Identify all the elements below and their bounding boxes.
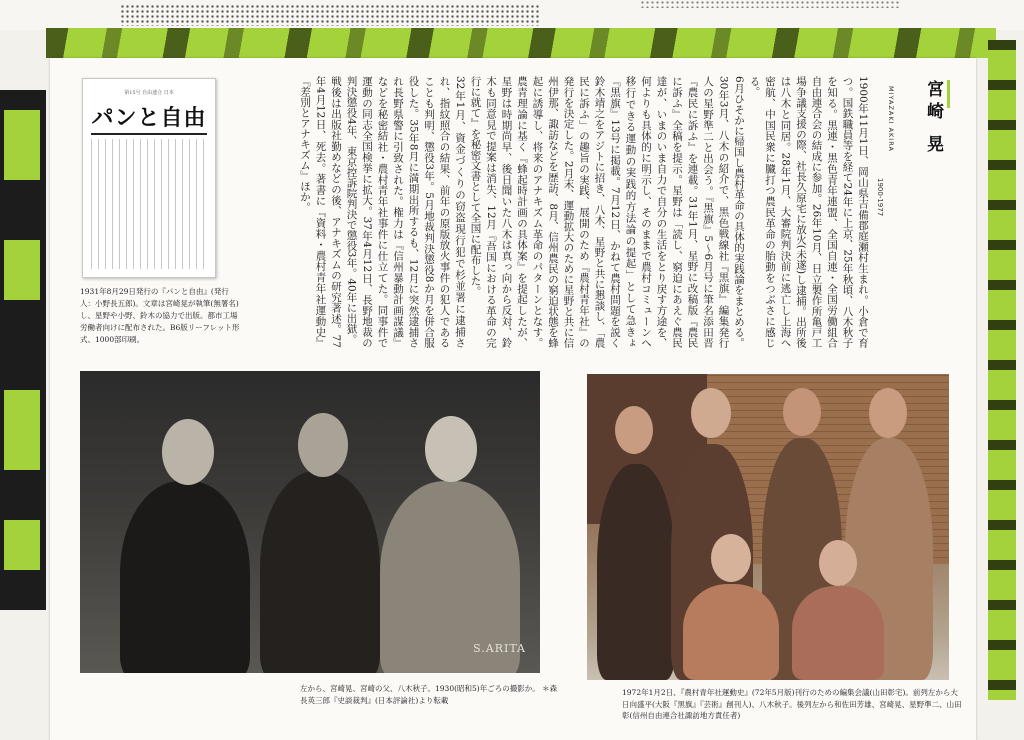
person-head — [783, 388, 821, 436]
person-figure — [597, 464, 675, 680]
photographer-signature: S.ARITA — [473, 642, 526, 655]
person-head — [162, 419, 214, 485]
article-paragraph: 32年1月、資金づくりの窃盗現行犯で杉並署に逮捕され、指紋照合の結果、前年の原版放火事件の犯人であることも判明、懲役3年。5月地裁判決懲役8か月を併合服役した。35年8月に満期出所するも、12月に突然逮捕され長野県警に引致された。権力は『信州暴動計画謀議』などを秘密結社・農村青年社事件に仕立てた。同事件で運動の同志全国検挙に拡大。37年4月12日、長野地裁の判決懲役4年、東京控訴院判決で懲役3年。40年に出獄。 — [345, 76, 466, 348]
person-head — [691, 388, 731, 438]
person-head — [819, 540, 857, 586]
person-figure — [120, 481, 250, 673]
magazine-title: パンと自由 — [91, 99, 207, 135]
profile-name-roman: MIYAZAKI AKIRA — [887, 86, 895, 152]
magazine-cover-image — [82, 78, 216, 278]
green-decorative-band — [46, 28, 996, 58]
profile-name: 宮崎 晃 — [923, 80, 943, 157]
halftone-pattern — [120, 4, 540, 26]
left-decorative-strip — [0, 90, 46, 610]
person-figure-seated — [792, 586, 884, 680]
person-head — [615, 406, 653, 454]
top-torn-strip — [0, 0, 1024, 30]
person-head — [711, 534, 751, 582]
green-block — [4, 110, 40, 180]
group-photo-color — [587, 374, 949, 680]
green-block — [4, 390, 40, 470]
photo1-caption: 左から、宮崎晃、宮崎の父、八木秋子。1930(昭和5)年ごろの撮影か。 ＊森長英三郎『史談裁判』(日本評論社)より転載 — [300, 684, 558, 705]
person-figure-seated — [683, 584, 779, 680]
halftone-pattern-small — [640, 0, 900, 8]
green-block — [4, 240, 40, 300]
photo2-caption: 1972年1月2日、『農村青年社運動史』(72年5月版)刊行のための編集会議(山田彰宅)。前列左から大日向盛平(大阪『黒旗』『芸術』創刊人)、八木秋子。後列左から和佐田芳雄、宮崎晃、星野準二、山田彰(信州自由連合社諏訪地方責任者) — [622, 688, 962, 720]
magazine-caption: 1931年8月29日発行の『パンと自由』(発行人：小野長五郎)。文章は宮崎晃が執筆(無署名)し、星野や小野、鈴木の協力で出版。都市工場労働者向けに配布された。B6版リーフレット形式、1000部印刷。 — [80, 287, 240, 344]
person-head — [425, 416, 477, 482]
heading-accent-mark — [947, 80, 950, 108]
historical-photo-bw — [80, 371, 540, 673]
magazine-page — [50, 58, 976, 740]
person-head — [869, 388, 907, 438]
green-block — [4, 520, 40, 570]
article-paragraph: 6月ひそかに帰国し農村革命の具体的実践論をまとめる。30年3月、八木の紹介で、黒色戦線社『黒旗』編集発行人の星野準二と出会う。『黒旗』5〜6月号に筆名添田晋『農民に訴ふ』を連載。31年1月、星野に改稿版『農民に訴ふ』全稿を提示。星野は「読し、窮迫にあえぐ農民達が、いまのいま自力で自分の生活をとり戻す方途を、何よりも具体的に明示し、そのままで農村コミューンへ移行できる運動の実践的方法論の提起」として急きょ『黒旗』13号に掲載。7月12日、かねて農村問題を説く鈴木靖之をアジトに招き、八木、星野と共に懇談し、「農民に訴ふ」の趣旨の実践、展開のため『農村青年社』の発行を決定した。2月末、運動拡大のために星野と共に信州伊那、諏訪などを歴訪、8月、信州農民の窮迫状態を蜂起に誘導し、将来のアナキズム革命のパターンとなす。農青理論に基く『蜂起時計画の具体案』を提起したが、星野は時期尚早、後日聞いた八木は真っ向から反対、鈴木も同意見で提案は消失、12月『吾国における革命の完行に就て』を秘密文書として全国に配布した。 — [469, 76, 745, 348]
person-head — [298, 413, 348, 477]
magazine-top-text: 第15号 自由連合 日本 — [124, 90, 174, 96]
article-body — [275, 76, 870, 348]
profile-years: 1900-1977 — [876, 178, 884, 217]
article-paragraph: 戦後は出版社勤めなどの後、アナキズムの研究著述。77年4月12日、死去。著書に『資料・農村青年社運動史』『差別とアナキズム』ほか。 — [299, 76, 342, 348]
right-decorative-strip — [988, 40, 1016, 700]
person-figure — [260, 471, 380, 673]
magazine-body-lines — [91, 139, 207, 269]
article-paragraph: 1900年11月1日、岡山県吉備郡庭瀬村生まれ。小倉で育つ。国鉄職員等を経て24年に上京、25年秋頃、八木秋子を知る。黒連・黒色青年連盟、全国自連・全国労働組合自由連合会の結成に参加。26年10月、日立製作所亀戸工場争議支援の際、社長久原宅に放火(未遂)し逮捕。出所後は八木と同居。28年1月、大審院判決前に逃亡し上海へ密航、中国民衆に臓打つ農民革命の胎動をつぶさに感じる。 — [748, 76, 869, 348]
